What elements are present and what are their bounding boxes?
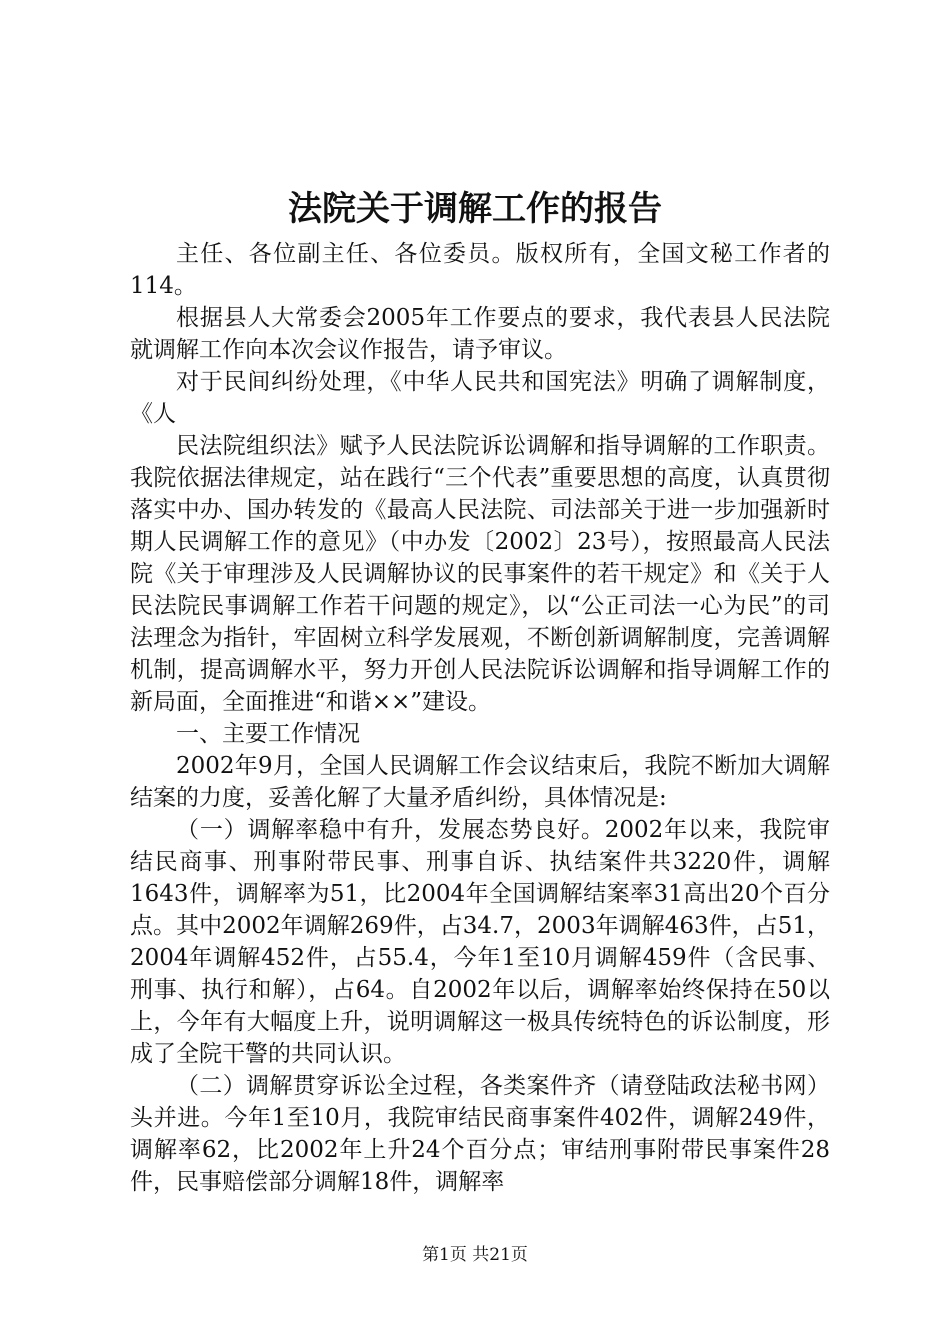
paragraph-2002-meeting: 2002年9月，全国人民调解工作会议结束后，我院不断加大调解结案的力度，妥善化解了大量矛盾纠纷，具体情况是: bbox=[130, 753, 830, 811]
paragraph-salutation: 主任、各位副主任、各位委员。版权所有，全国文秘工作者的114。 bbox=[130, 241, 830, 299]
paragraph-mediation-rate: （一）调解率稳中有升，发展态势良好。2002年以来，我院审结民商事、刑事附带民事、刑事自诉、执结案件共3220件，调解1643件，调解率为51，比2004年全国调解结案率31高出20个百分点。其中2002年调解269件，占34.7，2003年调解463件，占51，2004年调解452件，占55.4，今年1至10月调解459件（含民事、刑事、执行和解），占64。自2002年以后，调解率始终保持在50以上，今年有大幅度上升，说明调解这一极具传统特色的诉讼制度，形成了全院干警的共同认识。 bbox=[130, 817, 830, 1067]
paragraph-constitution: 对于民间纠纷处理，《中华人民共和国宪法》明确了调解制度，《人 bbox=[130, 369, 830, 427]
document-title: 法院关于调解工作的报告 bbox=[288, 189, 662, 229]
document-body bbox=[130, 238, 830, 1198]
paragraph-mediation-process: （二）调解贯穿诉讼全过程，各类案件齐（请登陆政法秘书网）头并进。今年1至10月，我院审结民商事案件402件，调解249件，调解率62，比2002年上升24个百分点；审结刑事附带民事案件28件，民事赔偿部分调解18件，调解率 bbox=[130, 1073, 830, 1195]
paragraph-court-law: 民法院组织法》赋予人民法院诉讼调解和指导调解的工作职责。我院依据法律规定，站在践行“三个代表”重要思想的高度，认真贯彻落实中办、国办转发的《最高人民法院、司法部关于进一步加强新时期人民调解工作的意见》（中办发〔2002〕23号），按照最高人民法院《关于审理涉及人民调解协议的民事案件的若干规定》和《关于人民法院民事调解工作若干问题的规定》，以“公正司法一心为民”的司法理念为指针，牢固树立科学发展观，不断创新调解制度，完善调解机制，提高调解水平，努力开创人民法院诉讼调解和指导调解工作的新局面，全面推进“和谐××”建设。 bbox=[130, 433, 830, 715]
page-number: 第1页 共21页 bbox=[422, 1245, 528, 1265]
paragraph-intro: 根据县人大常委会2005年工作要点的要求，我代表县人民法院就调解工作向本次会议作报告，请予审议。 bbox=[130, 305, 830, 363]
section-heading-main-work: 一、主要工作情况 bbox=[176, 721, 360, 747]
